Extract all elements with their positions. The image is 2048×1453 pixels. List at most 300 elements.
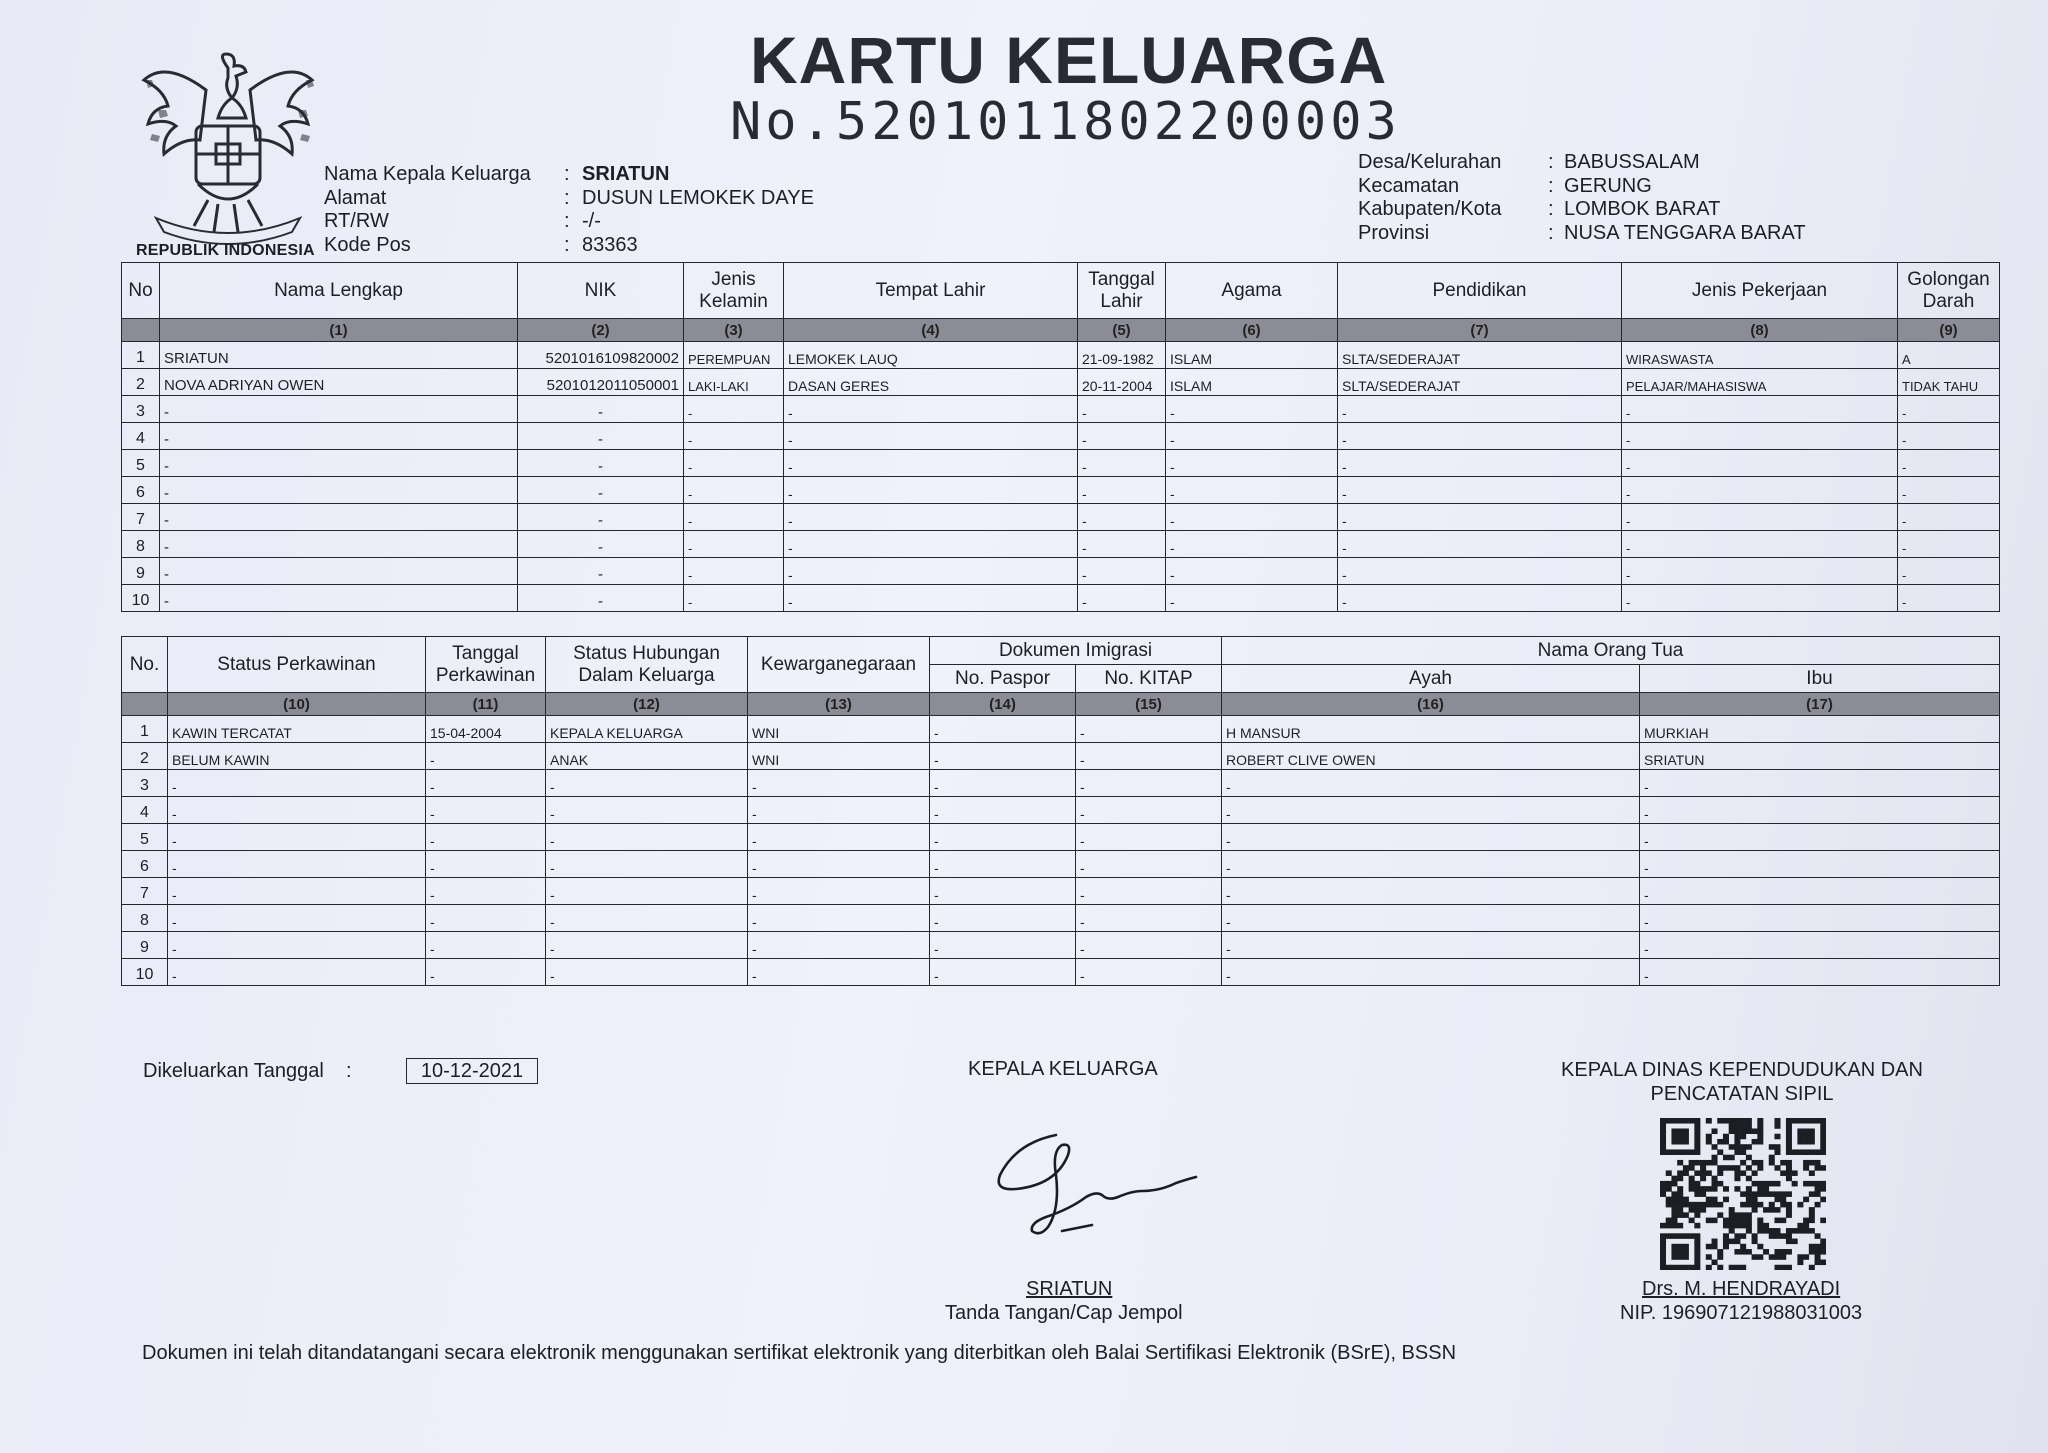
cell-no: 6: [122, 477, 160, 504]
column-number-cell: (15): [1076, 693, 1222, 716]
cell-tempat-lahir: DASAN GERES: [784, 369, 1078, 396]
cell-no-kitap: -: [1076, 851, 1222, 878]
column-number-cell: (2): [518, 319, 684, 342]
cell-jenis-kelamin: -: [684, 450, 784, 477]
info-row: [1358, 222, 1806, 246]
info-label: Kode Pos: [324, 233, 411, 256]
cell-tempat-lahir: -: [784, 585, 1078, 612]
cell-nik: -: [518, 396, 684, 423]
electronic-signature-note: Dokumen ini telah ditandatangani secara elektronik menggunakan sertifikat elektronik yang diterbitkan oleh Balai Sertifikasi Elektronik (BSrE), BSSN: [142, 1342, 1457, 1364]
cell-no: 10: [122, 959, 168, 986]
col-header-no: No: [122, 263, 160, 319]
info-label: Provinsi: [1358, 221, 1430, 244]
cell-no: 7: [122, 878, 168, 905]
cell-no: 2: [122, 369, 160, 396]
cell-ibu: -: [1640, 770, 2000, 797]
info-label: Nama Kepala Keluarga: [324, 163, 531, 185]
col-header-ayah: Ayah: [1222, 665, 1640, 693]
info-row: [324, 210, 814, 234]
cell-tanggal-perkawinan: -: [426, 743, 546, 770]
col-header-nik: NIK: [518, 263, 684, 319]
cell-status-perkawinan: -: [168, 959, 426, 986]
cell-no-paspor: -: [930, 959, 1076, 986]
cell-golongan-darah: -: [1898, 504, 2000, 531]
table-row: [122, 959, 2000, 986]
cell-no: 4: [122, 797, 168, 824]
info-separator: :: [1548, 151, 1554, 173]
info-value: DUSUN LEMOKEK DAYE: [582, 186, 814, 209]
cell-pekerjaan: -: [1622, 477, 1898, 504]
cell-no-kitap: -: [1076, 932, 1222, 959]
cell-no-kitap: -: [1076, 878, 1222, 905]
col-header-tanggal-lahir: Tanggal Lahir: [1078, 263, 1166, 319]
cell-status-perkawinan: -: [168, 824, 426, 851]
cell-no-kitap: -: [1076, 905, 1222, 932]
cell-ayah: -: [1222, 878, 1640, 905]
cell-golongan-darah: TIDAK TAHU: [1898, 369, 2000, 396]
column-number-cell: (16): [1222, 693, 1640, 716]
signature-icon: [996, 1125, 1202, 1250]
table-row: [122, 824, 2000, 851]
cell-pendidikan: -: [1338, 504, 1622, 531]
info-separator: :: [564, 210, 570, 232]
cell-tanggal-perkawinan: 15-04-2004: [426, 716, 546, 743]
head-of-family-label: KEPALA KELUARGA: [968, 1058, 1158, 1080]
cell-pekerjaan: -: [1622, 396, 1898, 423]
cell-no: 5: [122, 824, 168, 851]
cell-nik: -: [518, 477, 684, 504]
cell-status-hubungan: -: [546, 932, 748, 959]
table-row: [122, 342, 2000, 369]
cell-ibu: SRIATUN: [1640, 743, 2000, 770]
cell-kewarganegaraan: -: [748, 770, 930, 797]
cell-pendidikan: -: [1338, 585, 1622, 612]
cell-agama: -: [1166, 477, 1338, 504]
cell-ibu: -: [1640, 959, 2000, 986]
cell-no-paspor: -: [930, 743, 1076, 770]
cell-tanggal-lahir: -: [1078, 585, 1166, 612]
cell-agama: -: [1166, 504, 1338, 531]
issued-date-value: 10-12-2021: [406, 1058, 538, 1084]
qr-code-icon: [1660, 1118, 1826, 1270]
cell-kewarganegaraan: WNI: [748, 716, 930, 743]
cell-no-paspor: -: [930, 851, 1076, 878]
cell-tanggal-perkawinan: -: [426, 851, 546, 878]
cell-kewarganegaraan: -: [748, 959, 930, 986]
info-separator: :: [1548, 221, 1554, 244]
official-name: Drs. M. HENDRAYADI: [1642, 1278, 1841, 1300]
cell-ibu: -: [1640, 932, 2000, 959]
cell-nik: -: [518, 531, 684, 558]
cell-golongan-darah: -: [1898, 585, 2000, 612]
column-number-row: [122, 319, 2000, 342]
cell-status-perkawinan: BELUM KAWIN: [168, 743, 426, 770]
table-row: [122, 531, 2000, 558]
column-number-cell: (8): [1622, 319, 1898, 342]
cell-no: 2: [122, 743, 168, 770]
cell-tanggal-lahir: -: [1078, 423, 1166, 450]
official-nip: NIP. 196907121988031003: [1620, 1302, 1863, 1324]
cell-nik: -: [518, 504, 684, 531]
info-row: [324, 163, 814, 187]
cell-no: 3: [122, 396, 160, 423]
cell-nama: -: [160, 504, 518, 531]
cell-status-perkawinan: -: [168, 797, 426, 824]
cell-jenis-kelamin: -: [684, 531, 784, 558]
cell-agama: -: [1166, 531, 1338, 558]
cell-no: 3: [122, 770, 168, 797]
cell-tanggal-perkawinan: -: [426, 932, 546, 959]
table-row: [122, 423, 2000, 450]
cell-tanggal-perkawinan: -: [426, 824, 546, 851]
info-separator: :: [564, 186, 570, 209]
cell-ibu: MURKIAH: [1640, 716, 2000, 743]
cell-nama: -: [160, 531, 518, 558]
cell-ibu: -: [1640, 824, 2000, 851]
info-label: Kecamatan: [1358, 174, 1460, 197]
cell-tanggal-lahir: 21-09-1982: [1078, 342, 1166, 369]
cell-jenis-kelamin: -: [684, 585, 784, 612]
cell-no: 4: [122, 423, 160, 450]
cell-no: 5: [122, 450, 160, 477]
cell-status-perkawinan: -: [168, 905, 426, 932]
cell-no-kitap: -: [1076, 824, 1222, 851]
cell-nama: -: [160, 558, 518, 585]
col-header-status-perkawinan: Status Perkawinan: [168, 637, 426, 693]
cell-agama: ISLAM: [1166, 369, 1338, 396]
info-row: [1358, 198, 1806, 222]
cell-status-hubungan: -: [546, 959, 748, 986]
cell-tanggal-perkawinan: -: [426, 905, 546, 932]
cell-kewarganegaraan: -: [748, 797, 930, 824]
signature-caption: Tanda Tangan/Cap Jempol: [945, 1302, 1183, 1324]
cell-nik: -: [518, 558, 684, 585]
info-label: Kabupaten/Kota: [1358, 198, 1502, 220]
info-row: [1358, 151, 1806, 175]
cell-tanggal-perkawinan: -: [426, 878, 546, 905]
cell-ayah: -: [1222, 824, 1640, 851]
cell-no-paspor: -: [930, 878, 1076, 905]
col-header-pekerjaan: Jenis Pekerjaan: [1622, 263, 1898, 319]
cell-no: 8: [122, 531, 160, 558]
column-number-cell: [122, 693, 168, 716]
cell-jenis-kelamin: PEREMPUAN: [684, 342, 784, 369]
cell-kewarganegaraan: WNI: [748, 743, 930, 770]
col-header-status-hubungan: Status Hubungan Dalam Keluarga: [546, 637, 748, 693]
cell-jenis-kelamin: -: [684, 558, 784, 585]
cell-nik: -: [518, 450, 684, 477]
cell-no-paspor: -: [930, 932, 1076, 959]
info-label: RT/RW: [324, 210, 389, 232]
cell-status-hubungan: -: [546, 770, 748, 797]
cell-pekerjaan: -: [1622, 450, 1898, 477]
info-separator: :: [564, 233, 570, 256]
cell-nik: -: [518, 423, 684, 450]
cell-status-hubungan: -: [546, 878, 748, 905]
table-row: [122, 477, 2000, 504]
info-value: NUSA TENGGARA BARAT: [1564, 221, 1806, 244]
column-number-cell: (4): [784, 319, 1078, 342]
cell-pendidikan: -: [1338, 477, 1622, 504]
column-number-cell: (12): [546, 693, 748, 716]
info-label: Alamat: [324, 186, 387, 209]
table-row: [122, 450, 2000, 477]
column-number-row: [122, 693, 2000, 716]
info-value: -/-: [582, 210, 601, 232]
cell-pendidikan: SLTA/SEDERAJAT: [1338, 369, 1622, 396]
cell-tanggal-lahir: -: [1078, 504, 1166, 531]
cell-ibu: -: [1640, 878, 2000, 905]
col-header-dokumen-imigrasi: Dokumen Imigrasi: [930, 637, 1222, 665]
info-row: [324, 234, 814, 258]
cell-no-paspor: -: [930, 797, 1076, 824]
table-row: [122, 770, 2000, 797]
office-title: KEPALA DINAS KEPENDUDUKAN DAN PENCATATAN SIPIL: [1561, 1059, 1923, 1105]
cell-status-hubungan: -: [546, 824, 748, 851]
cell-golongan-darah: -: [1898, 531, 2000, 558]
cell-pendidikan: -: [1338, 531, 1622, 558]
cell-tanggal-lahir: -: [1078, 477, 1166, 504]
cell-no-paspor: -: [930, 716, 1076, 743]
cell-status-hubungan: ANAK: [546, 743, 748, 770]
table-row: [122, 585, 2000, 612]
cell-status-hubungan: -: [546, 797, 748, 824]
cell-no: 9: [122, 932, 168, 959]
cell-agama: -: [1166, 585, 1338, 612]
cell-tanggal-lahir: 20-11-2004: [1078, 369, 1166, 396]
cell-status-hubungan: -: [546, 851, 748, 878]
cell-pekerjaan: WIRASWASTA: [1622, 342, 1898, 369]
cell-nama: -: [160, 450, 518, 477]
cell-ayah: H MANSUR: [1222, 716, 1640, 743]
col-header-no: No.: [122, 637, 168, 693]
cell-kewarganegaraan: -: [748, 932, 930, 959]
garuda-emblem-icon: [138, 50, 318, 250]
table-row: [122, 716, 2000, 743]
family-head-info: [324, 163, 814, 257]
info-label: Desa/Kelurahan: [1358, 151, 1502, 173]
cell-status-perkawinan: KAWIN TERCATAT: [168, 716, 426, 743]
column-number-cell: (13): [748, 693, 930, 716]
issued-date-colon: :: [346, 1060, 352, 1082]
cell-no: 1: [122, 716, 168, 743]
cell-pekerjaan: -: [1622, 558, 1898, 585]
cell-golongan-darah: -: [1898, 450, 2000, 477]
cell-golongan-darah: -: [1898, 477, 2000, 504]
info-value: LOMBOK BARAT: [1564, 198, 1721, 220]
cell-no: 6: [122, 851, 168, 878]
cell-nama: -: [160, 477, 518, 504]
info-value: BABUSSALAM: [1564, 151, 1700, 173]
column-number-cell: (17): [1640, 693, 2000, 716]
column-number-cell: (5): [1078, 319, 1166, 342]
col-header-golongan-darah: Golongan Darah: [1898, 263, 2000, 319]
cell-tempat-lahir: -: [784, 396, 1078, 423]
info-row: [1358, 175, 1806, 199]
col-header-nama: Nama Lengkap: [160, 263, 518, 319]
issued-date-label: Dikeluarkan Tanggal: [143, 1060, 324, 1082]
table-row: [122, 558, 2000, 585]
column-number-cell: (10): [168, 693, 426, 716]
info-row: [324, 187, 814, 211]
cell-pekerjaan: -: [1622, 504, 1898, 531]
column-number-cell: (14): [930, 693, 1076, 716]
cell-tempat-lahir: LEMOKEK LAUQ: [784, 342, 1078, 369]
cell-pekerjaan: PELAJAR/MAHASISWA: [1622, 369, 1898, 396]
civil-status-table: [121, 636, 2000, 986]
cell-ibu: -: [1640, 905, 2000, 932]
country-label: REPUBLIK INDONESIA: [136, 242, 315, 259]
cell-ayah: -: [1222, 905, 1640, 932]
info-value: GERUNG: [1564, 174, 1652, 197]
cell-nama: NOVA ADRIYAN OWEN: [160, 369, 518, 396]
cell-nik: 5201012011050001: [518, 369, 684, 396]
family-members-table: [121, 262, 2000, 612]
cell-tempat-lahir: -: [784, 558, 1078, 585]
cell-ayah: -: [1222, 932, 1640, 959]
cell-golongan-darah: -: [1898, 423, 2000, 450]
cell-no: 7: [122, 504, 160, 531]
cell-pekerjaan: -: [1622, 423, 1898, 450]
cell-pekerjaan: -: [1622, 531, 1898, 558]
cell-nik: 5201016109820002: [518, 342, 684, 369]
col-header-tempat-lahir: Tempat Lahir: [784, 263, 1078, 319]
table-row: [122, 905, 2000, 932]
cell-tanggal-lahir: -: [1078, 396, 1166, 423]
cell-ayah: ROBERT CLIVE OWEN: [1222, 743, 1640, 770]
cell-status-perkawinan: -: [168, 851, 426, 878]
info-value: SRIATUN: [582, 163, 670, 185]
cell-jenis-kelamin: -: [684, 396, 784, 423]
cell-tanggal-lahir: -: [1078, 450, 1166, 477]
col-header-agama: Agama: [1166, 263, 1338, 319]
cell-no-kitap: -: [1076, 797, 1222, 824]
cell-pendidikan: -: [1338, 558, 1622, 585]
cell-no-paspor: -: [930, 905, 1076, 932]
cell-agama: ISLAM: [1166, 342, 1338, 369]
info-separator: :: [1548, 198, 1554, 220]
table-row: [122, 932, 2000, 959]
cell-no: 10: [122, 585, 160, 612]
cell-agama: -: [1166, 450, 1338, 477]
cell-pendidikan: SLTA/SEDERAJAT: [1338, 342, 1622, 369]
head-of-family-name: SRIATUN: [1026, 1278, 1113, 1300]
cell-golongan-darah: -: [1898, 558, 2000, 585]
cell-golongan-darah: A: [1898, 342, 2000, 369]
cell-no-kitap: -: [1076, 743, 1222, 770]
cell-no-kitap: -: [1076, 716, 1222, 743]
cell-no-kitap: -: [1076, 770, 1222, 797]
cell-ayah: -: [1222, 797, 1640, 824]
cell-pendidikan: -: [1338, 396, 1622, 423]
cell-tempat-lahir: -: [784, 531, 1078, 558]
column-number-cell: (9): [1898, 319, 2000, 342]
region-info: [1358, 151, 1806, 245]
cell-pendidikan: -: [1338, 450, 1622, 477]
cell-ibu: -: [1640, 797, 2000, 824]
cell-tanggal-perkawinan: -: [426, 770, 546, 797]
table-row: [122, 504, 2000, 531]
cell-kewarganegaraan: -: [748, 824, 930, 851]
cell-golongan-darah: -: [1898, 396, 2000, 423]
table-row: [122, 396, 2000, 423]
cell-no: 9: [122, 558, 160, 585]
column-number-cell: (6): [1166, 319, 1338, 342]
cell-jenis-kelamin: -: [684, 477, 784, 504]
cell-nama: -: [160, 423, 518, 450]
column-number-cell: (7): [1338, 319, 1622, 342]
cell-jenis-kelamin: -: [684, 504, 784, 531]
col-header-jenis-kelamin: Jenis Kelamin: [684, 263, 784, 319]
col-header-pendidikan: Pendidikan: [1338, 263, 1622, 319]
cell-no: 1: [122, 342, 160, 369]
cell-nama: -: [160, 585, 518, 612]
table-row: [122, 878, 2000, 905]
col-header-no-paspor: No. Paspor: [930, 665, 1076, 693]
table-row: [122, 743, 2000, 770]
cell-tanggal-lahir: -: [1078, 531, 1166, 558]
document-title: KARTU KELUARGA: [750, 23, 1388, 97]
cell-agama: -: [1166, 396, 1338, 423]
cell-ayah: -: [1222, 959, 1640, 986]
col-header-no-kitap: No. KITAP: [1076, 665, 1222, 693]
cell-no-kitap: -: [1076, 959, 1222, 986]
info-value: 83363: [582, 233, 638, 256]
cell-agama: -: [1166, 423, 1338, 450]
col-header-tanggal-perkawinan: Tanggal Perkawinan: [426, 637, 546, 693]
cell-tempat-lahir: -: [784, 504, 1078, 531]
cell-ayah: -: [1222, 851, 1640, 878]
cell-jenis-kelamin: LAKI-LAKI: [684, 369, 784, 396]
cell-kewarganegaraan: -: [748, 878, 930, 905]
cell-pekerjaan: -: [1622, 585, 1898, 612]
info-separator: :: [564, 163, 570, 185]
cell-kewarganegaraan: -: [748, 905, 930, 932]
cell-jenis-kelamin: -: [684, 423, 784, 450]
cell-status-perkawinan: -: [168, 932, 426, 959]
cell-tempat-lahir: -: [784, 450, 1078, 477]
cell-tempat-lahir: -: [784, 477, 1078, 504]
document-number: No.5201011802200003: [730, 92, 1401, 152]
col-header-nama-orang-tua: Nama Orang Tua: [1222, 637, 2000, 665]
cell-status-perkawinan: -: [168, 770, 426, 797]
cell-pendidikan: -: [1338, 423, 1622, 450]
cell-nama: -: [160, 396, 518, 423]
cell-kewarganegaraan: -: [748, 851, 930, 878]
cell-ayah: -: [1222, 770, 1640, 797]
cell-status-hubungan: -: [546, 905, 748, 932]
cell-nama: SRIATUN: [160, 342, 518, 369]
table-row: [122, 851, 2000, 878]
cell-status-perkawinan: -: [168, 878, 426, 905]
cell-agama: -: [1166, 558, 1338, 585]
column-number-cell: (11): [426, 693, 546, 716]
column-number-cell: (1): [160, 319, 518, 342]
cell-no: 8: [122, 905, 168, 932]
cell-tanggal-perkawinan: -: [426, 959, 546, 986]
cell-nik: -: [518, 585, 684, 612]
info-separator: :: [1548, 174, 1554, 197]
cell-tanggal-lahir: -: [1078, 558, 1166, 585]
cell-ibu: -: [1640, 851, 2000, 878]
cell-tanggal-perkawinan: -: [426, 797, 546, 824]
cell-tempat-lahir: -: [784, 423, 1078, 450]
column-number-cell: (3): [684, 319, 784, 342]
table-row: [122, 369, 2000, 396]
cell-no-paspor: -: [930, 824, 1076, 851]
column-number-cell: [122, 319, 160, 342]
col-header-ibu: Ibu: [1640, 665, 2000, 693]
